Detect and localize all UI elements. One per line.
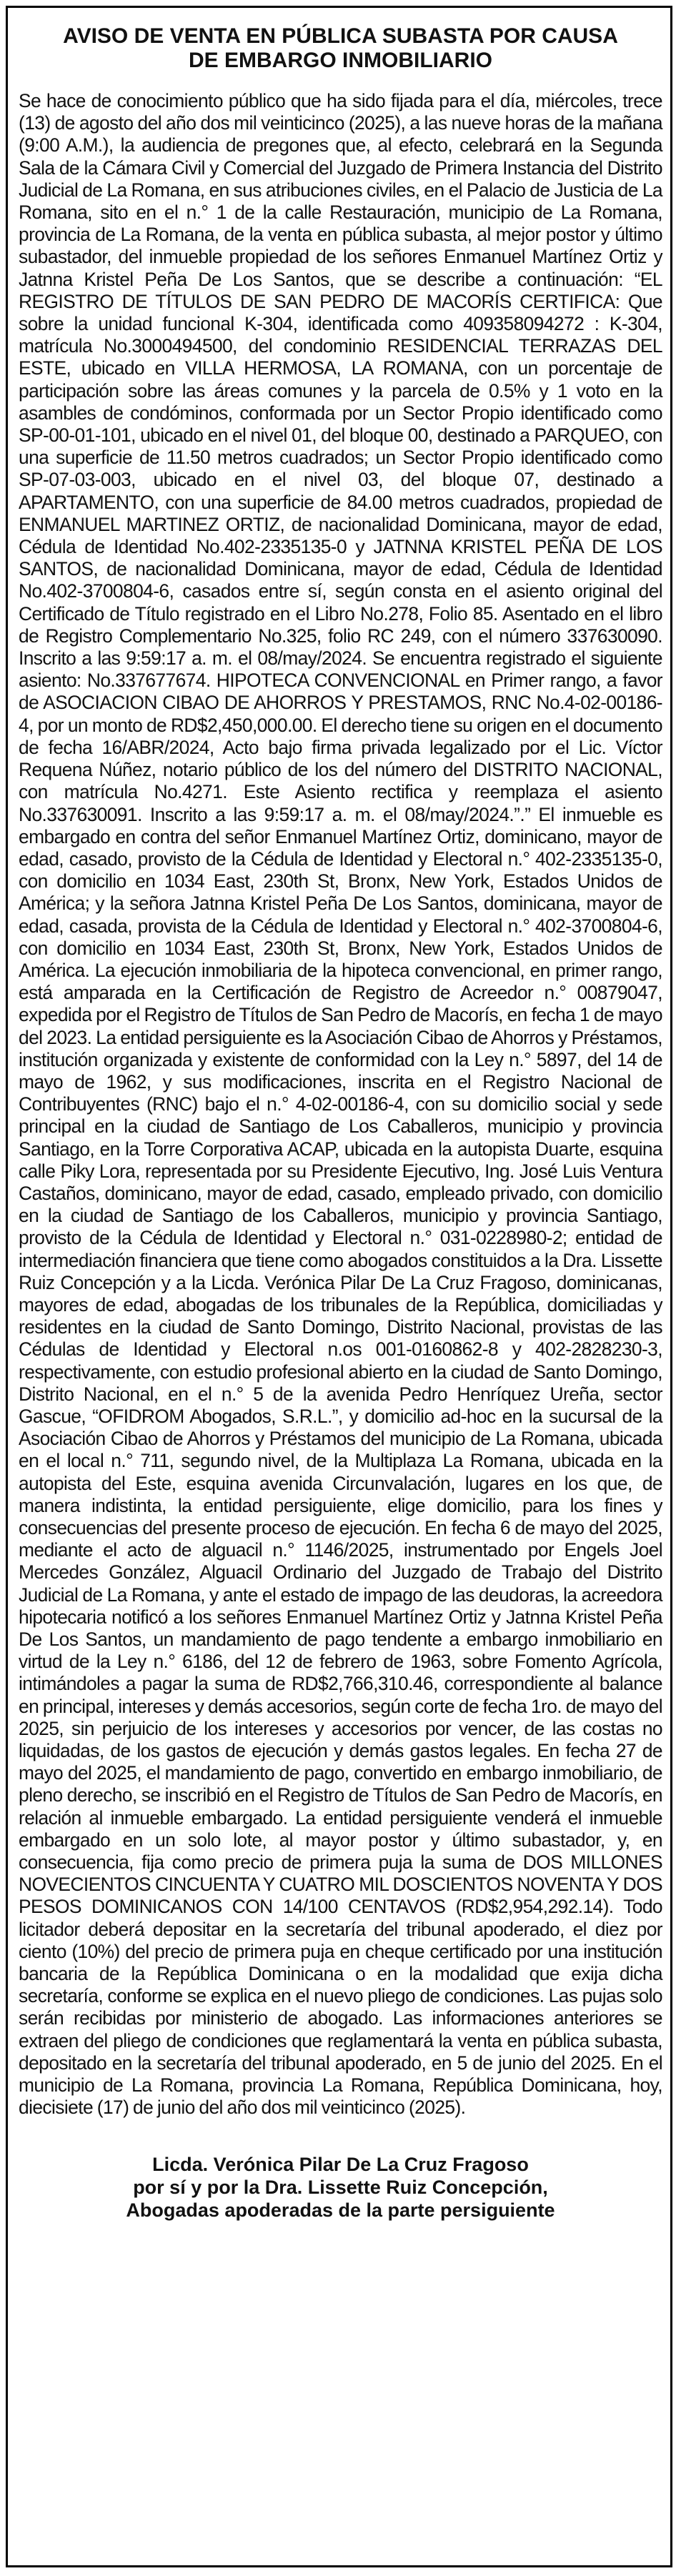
notice-title-line-1: AVISO DE VENTA EN PÚBLICA SUBASTA POR CAUSA bbox=[63, 24, 618, 48]
signature-line-2: por sí y por la Dra. Lissette Ruiz Concepción, bbox=[133, 2177, 548, 2199]
notice-title bbox=[19, 24, 662, 73]
signature-line-3: Abogadas apoderadas de la parte persiguiente bbox=[126, 2199, 555, 2222]
signature-line-1: Licda. Verónica Pilar De La Cruz Fragoso bbox=[152, 2154, 529, 2176]
notice-body: Se hace de conocimiento público que ha sido fijada para el día, miércoles, trece (13) de agosto del año dos mil veinticinco (2025), a las nueve horas de la mañana (9:00 A.M.), la audiencia de pregones que, al efecto, celebrará en la Segunda Sala de la Cámara Civil y Comercial del Juzgado de Primera Instancia del Distrito Judicial de La Romana, en sus atribuciones civiles, en el Palacio de Justicia de La Romana, sito en el n.° 1 de la calle Restauración, municipio de La Romana, provincia de La Romana, de la venta en pública subasta, al mejor postor y último subastador, del inmueble propiedad de los señores Enmanuel Martínez Ortiz y Jatnna Kristel Peña De Los Santos, que se describe a continuación: “EL REGISTRO DE TÍTULOS DE SAN PEDRO DE MACORÍS CERTIFICA: Que sobre la unidad funcional K-304, identificada como 409358094272 : K-304, matrícula No.3000494500, del condominio RESIDENCIAL TERRAZAS DEL ESTE, ubicado en VILLA HERMOSA, LA ROMANA, con un porcentaje de participación sobre las áreas comunes y la parcela de 0.5% y 1 voto en la asambles de condóminos, conformada por un Sector Propio identificado como SP-00-01-101, ubicado en el nivel 01, del bloque 00, destinado a PARQUEO, con una superficie de 11.50 metros cuadrados; un Sector Propio identificado como SP-07-03-003, ubicado en el nivel 03, del bloque 07, destinado a APARTAMENTO, con una superficie de 84.00 metros cuadrados, propiedad de ENMANUEL MARTINEZ ORTIZ, de nacionalidad Dominicana, mayor de edad, Cédula de Identidad No.402-2335135-0 y JATNNA KRISTEL PEÑA DE LOS SANTOS, de nacionalidad Dominicana, mayor de edad, Cédula de Identidad No.402-3700804-6, casados entre sí, según consta en el asiento original del Certificado de Título registrado en el Libro No.278, Folio 85. Asentado en el libro de Registro Complementario No.325, folio RC 249, con el número 337630090. Inscrito a las 9:59:17 a. m. el 08/may/2024. Se encuentra registrado el siguiente asiento: No.337677674. HIPOTECA CONVENCIONAL en Primer rango, a favor de ASOCIACION CIBAO DE AHORROS Y PRESTAMOS, RNC No.4-02-00186-4, por un monto de RD$2,450,000.00. El derecho tiene su origen en el documento de fecha 16/ABR/2024, Acto bajo firma privada legalizado por el Lic. Víctor Requena Núñez, notario público de los del número del DISTRITO NACIONAL, con matrícula No.4271. Este Asiento rectifica y reemplaza el asiento No.337630091. Inscrito a las 9:59:17 a. m. el 08/may/2024.”.” El inmueble es embargado en contra del señor Enmanuel Martínez Ortiz, dominicano, mayor de edad, casado, provisto de la Cédula de Identidad y Electoral n.° 402-2335135-0, con domicilio en 1034 East, 230th St, Bronx, New York, Estados Unidos de América; y la señora Jatnna Kristel Peña De Los Santos, dominicana, mayor de edad, casada, provista de la Cédula de Identidad y Electoral n.° 402-3700804-6, con domicilio en 1034 East, 230th St, Bronx, New York, Estados Unidos de América. La ejecución inmobiliaria de la hipoteca convencional, en primer rango, está amparada en la Certificación de Registro de Acreedor n.° 00879047, expedida por el Registro de Títulos de San Pedro de Macorís, en fecha 1 de mayo del 2023. La entidad persiguiente es la Asociación Cibao de Ahorros y Préstamos, institución organizada y existente de conformidad con la Ley n.° 5897, del 14 de mayo de 1962, y sus modificaciones, inscrita en el Registro Nacional de Contribuyentes (RNC) bajo el n.° 4-02-00186-4, con su domicilio social y sede principal en la ciudad de Santiago de Los Caballeros, municipio y provincia Santiago, en la Torre Corporativa ACAP, ubicada en la autopista Duarte, esquina calle Piky Lora, representada por su Presidente Ejecutivo, Ing. José Luis Ventura Castaños, dominicano, mayor de edad, casado, empleado privado, con domicilio en la ciudad de Santiago de los Caballeros, municipio y provincia Santiago, provisto de la Cédula de Identidad y Electoral n.° 031-0228980-2; entidad de intermediación financiera que tiene como abogados constituidos a la Dra. Lissette Ruiz Concepción y a la Licda. Verónica Pilar De La Cruz Fragoso, dominicanas, mayores de edad, abogadas de los tribunales de la República, domiciliadas y residentes en la ciudad de Santo Domingo, Distrito Nacional, provistas de las Cédulas de Identidad y Electoral n.os 001-0160862-8 y 402-2828230-3, respectivamente, con estudio profesional abierto en la ciudad de Santo Domingo, Distrito Nacional, en el n.° 5 de la avenida Pedro Henríquez Ureña, sector Gascue, “OFIDROM Abogados, S.R.L.”, y domicilio ad-hoc en la sucursal de la Asociación Cibao de Ahorros y Préstamos del municipio de La Romana, ubicada en el local n.° 711, segundo nivel, de la Multiplaza La Romana, ubicada en la autopista del Este, esquina avenida Circunvalación, lugares en los que, de manera indistinta, la entidad persiguiente, elige domicilio, para los fines y consecuencias del presente proceso de ejecución. En fecha 6 de mayo del 2025, mediante el acto de alguacil n.° 1146/2025, instrumentado por Engels Joel Mercedes González, Alguacil Ordinario del Juzgado de Trabajo del Distrito Judicial de La Romana, y ante el estado de impago de las deudoras, la acreedora hipotecaria notificó a los señores Enmanuel Martínez Ortiz y Jatnna Kristel Peña De Los Santos, un mandamiento de pago tendente a embargo inmobiliario en virtud de la Ley n.° 6186, del 12 de febrero de 1963, sobre Fomento Agrícola, intimándoles a pagar la suma de RD$2,766,310.46, correspondiente al balance en principal, intereses y demás accesorios, según corte de fecha 1ro. de mayo del 2025, sin perjuicio de los intereses y accesorios por vencer, de las costas no liquidadas, de los gastos de ejecución y demás gastos legales. En fecha 27 de mayo del 2025, el mandamiento de pago, convertido en embargo inmobiliario, de pleno derecho, se inscribió en el Registro de Títulos de San Pedro de Macorís, en relación al inmueble embargado. La entidad persiguiente venderá el inmueble embargado en un solo lote, al mayor postor y último subastador, y, en consecuencia, fija como precio de primera puja la suma de DOS MILLONES NOVECIENTOS CINCUENTA Y CUATRO MIL DOSCIENTOS NOVENTA Y DOS PESOS DOMINICANOS CON 14/100 CENTAVOS (RD$2,954,292.14). Todo licitador deberá depositar en la secretaría del tribunal apoderado, el diez por ciento (10%) del precio de primera puja en cheque certificado por una institución bancaria de la República Dominicana o en la modalidad que exija dicha secretaría, conforme se explica en el nuevo pliego de condiciones. Las pujas solo serán recibidas por ministerio de abogado. Las informaciones anteriores se extraen del pliego de condiciones que reglamentará la venta en pública subasta, depositado en la secretaría del tribunal apoderado, en 5 de junio del 2025. En el municipio de La Romana, provincia La Romana, República Dominicana, hoy, diecisiete (17) de junio del año dos mil veinticinco (2025). bbox=[19, 90, 662, 2119]
notice-title-line-2: DE EMBARGO INMOBILIARIO bbox=[189, 49, 492, 72]
signature-block bbox=[19, 2153, 662, 2222]
legal-notice bbox=[19, 24, 662, 2222]
